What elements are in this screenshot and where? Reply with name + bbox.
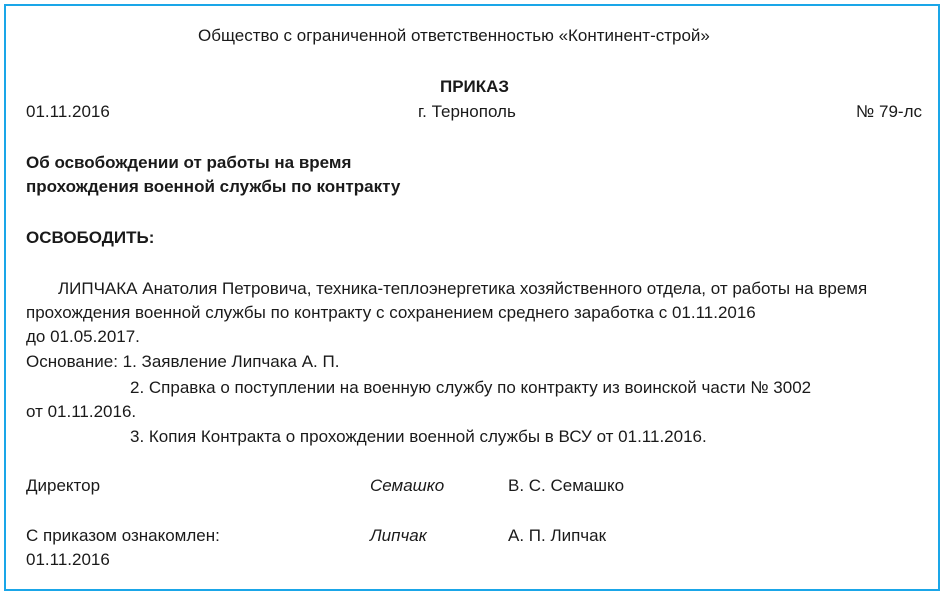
basis-line-1: Основание: 1. Заявление Липчака А. П. xyxy=(26,352,340,371)
order-number: № 79-лс xyxy=(856,102,922,121)
body-line-2: прохождения военной службы по контракту с сохранением среднего заработка с 01.11.2016 xyxy=(26,303,756,322)
director-name: В. С. Семашко xyxy=(508,476,625,495)
acknowledgement-date: 01.11.2016 xyxy=(26,550,110,569)
body-line-3: до 01.05.2017. xyxy=(26,327,140,346)
subject-line-1: Об освобождении от работы на время xyxy=(26,153,352,172)
order-date: 01.11.2016 xyxy=(26,102,110,121)
acknowledgement-label: С приказом ознакомлен: xyxy=(26,526,220,545)
order-city: г. Тернополь xyxy=(418,102,516,121)
basis-line-2: 2. Справка о поступлении на военную службу по контракту из воинской части № 3002 xyxy=(130,378,812,397)
director-label: Директор xyxy=(26,476,101,495)
director-signature: Семашко xyxy=(370,476,445,495)
order-document xyxy=(4,4,940,591)
basis-line-4: 3. Копия Контракта о прохождении военной службы в ВСУ от 01.11.2016. xyxy=(130,427,707,446)
company-name: Общество с ограниченной ответственностью «Континент-строй» xyxy=(198,26,710,45)
body-line-1: ЛИПЧАКА Анатолия Петровича, техника-теплоэнергетика хозяйственного отдела, от работы на время xyxy=(58,279,868,298)
acknowledgement-name: А. П. Липчак xyxy=(508,526,607,545)
acknowledgement-signature: Липчак xyxy=(370,526,427,545)
document-type: ПРИКАЗ xyxy=(440,77,510,96)
subject-line-2: прохождения военной службы по контракту xyxy=(26,177,401,196)
basis-line-3: от 01.11.2016. xyxy=(26,402,137,421)
command-heading: ОСВОБОДИТЬ: xyxy=(26,228,155,247)
